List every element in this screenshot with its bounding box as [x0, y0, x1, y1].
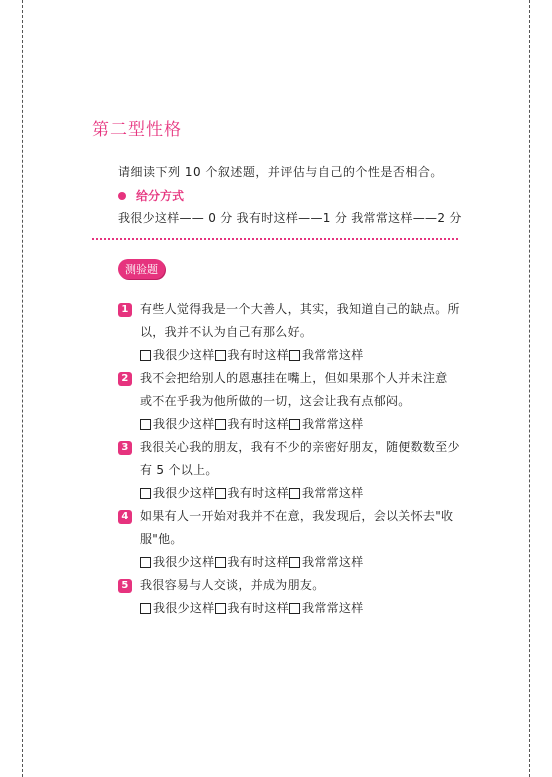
option-often[interactable]: 我常常这样: [289, 551, 364, 574]
scoring-heading-label: 给分方式: [136, 189, 185, 203]
option-sometimes[interactable]: 我有时这样: [215, 551, 290, 574]
question-text: 如果有人一开始对我并不在意，我发现后，会以关怀去"收: [140, 509, 454, 523]
question-number: 4: [118, 510, 132, 524]
checkbox[interactable]: [289, 603, 300, 614]
checkbox[interactable]: [289, 419, 300, 430]
option-sometimes[interactable]: 我有时这样: [215, 344, 290, 367]
checkbox[interactable]: [215, 419, 226, 430]
option-rarely[interactable]: 我很少这样: [140, 344, 215, 367]
left-margin-line: [22, 0, 23, 777]
question-text: 我不会把给别人的恩惠挂在嘴上，但如果那个人并未注意: [140, 371, 448, 385]
option-rarely[interactable]: 我很少这样: [140, 551, 215, 574]
question-text-cont: 服"他。: [140, 532, 183, 546]
checkbox[interactable]: [289, 557, 300, 568]
scoring-heading: [118, 187, 184, 204]
option-sometimes[interactable]: 我有时这样: [215, 482, 290, 505]
checkbox[interactable]: [215, 488, 226, 499]
answer-options: [118, 344, 463, 367]
answer-options: [118, 597, 463, 620]
question-text: 我很容易与人交谈，并成为朋友。: [140, 578, 325, 592]
question-number: 2: [118, 372, 132, 386]
option-sometimes[interactable]: 我有时这样: [215, 413, 290, 436]
option-sometimes[interactable]: 我有时这样: [215, 597, 290, 620]
checkbox[interactable]: [140, 419, 151, 430]
checkbox[interactable]: [289, 488, 300, 499]
checkbox[interactable]: [215, 350, 226, 361]
scoring-rule: 我很少这样—— 0 分 我有时这样——1 分 我常常这样——2 分: [118, 211, 462, 225]
option-rarely[interactable]: 我很少这样: [140, 597, 215, 620]
option-often[interactable]: 我常常这样: [289, 344, 364, 367]
checkbox[interactable]: [289, 350, 300, 361]
checkbox[interactable]: [215, 603, 226, 614]
option-rarely[interactable]: 我很少这样: [140, 413, 215, 436]
bullet-icon: [118, 192, 126, 200]
question-item: [118, 367, 463, 436]
checkbox[interactable]: [140, 603, 151, 614]
section-title: 第二型性格: [92, 120, 182, 140]
right-margin-line: [529, 0, 530, 777]
answer-options: [118, 413, 463, 436]
question-number: 1: [118, 303, 132, 317]
question-number: 5: [118, 579, 132, 593]
question-text-cont: 以，我并不认为自己有那么好。: [140, 325, 313, 339]
checkbox[interactable]: [140, 488, 151, 499]
question-list: [118, 298, 463, 620]
question-text: 有些人觉得我是一个大善人，其实，我知道自己的缺点。所: [140, 302, 460, 316]
question-item: [118, 298, 463, 367]
dotted-divider: [92, 238, 458, 240]
question-text: 我很关心我的朋友，我有不少的亲密好朋友，随便数数至少: [140, 440, 460, 454]
option-often[interactable]: 我常常这样: [289, 597, 364, 620]
question-item: [118, 574, 463, 620]
intro-text: 请细读下列 10 个叙述题，并评估与自己的个性是否相合。: [118, 165, 443, 179]
quiz-badge: 测验题: [118, 259, 165, 279]
question-text-cont: 有 5 个以上。: [140, 463, 218, 477]
answer-options: [118, 482, 463, 505]
question-item: [118, 505, 463, 574]
option-rarely[interactable]: 我很少这样: [140, 482, 215, 505]
option-often[interactable]: 我常常这样: [289, 413, 364, 436]
answer-options: [118, 551, 463, 574]
option-often[interactable]: 我常常这样: [289, 482, 364, 505]
question-number: 3: [118, 441, 132, 455]
question-text-cont: 或不在乎我为他所做的一切，这会让我有点郁闷。: [140, 394, 411, 408]
question-item: [118, 436, 463, 505]
checkbox[interactable]: [140, 350, 151, 361]
checkbox[interactable]: [140, 557, 151, 568]
checkbox[interactable]: [215, 557, 226, 568]
